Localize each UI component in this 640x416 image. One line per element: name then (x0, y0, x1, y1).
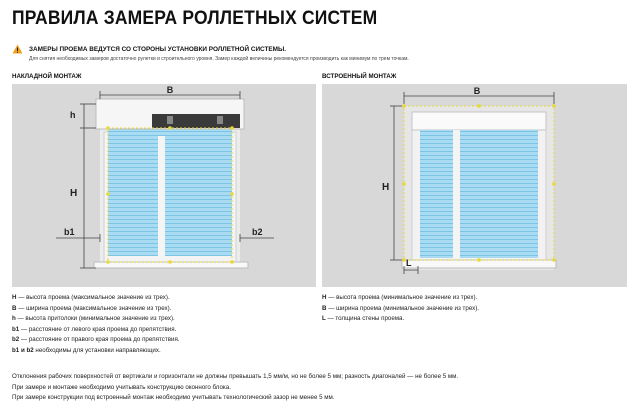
dim-b1-label: b1 (64, 227, 75, 237)
dim-b-label: B (166, 85, 174, 95)
overlay-mount-illustration (12, 84, 316, 287)
dim-l-label: L (406, 258, 412, 268)
dim-h-small-label: h (70, 110, 76, 120)
note-line: При замере конструкции под встроенный монтаж необходимо учитывать технологический зазор не менее 5 мм. (12, 394, 335, 402)
legend-item: h — высота притолоки (минимальное значение из трех). (12, 315, 175, 323)
page-title: ПРАВИЛА ЗАМЕРА РОЛЛЕТНЫХ СИСТЕМ (12, 8, 378, 29)
warning-triangle-icon (12, 44, 23, 54)
legend-item: B — ширина проема (максимальное значение из трех). (12, 304, 172, 312)
roller-curtain (420, 130, 538, 258)
legend-item: H — высота проема (минимальное значение из трех). (322, 294, 478, 301)
warning-title: ЗАМЕРЫ ПРОЕМА ВЕДУТСЯ СО СТОРОНЫ УСТАНОВКИ РОЛЛЕТНОЙ СИСТЕМЫ. (29, 45, 287, 53)
section-label-overlay: НАКЛАДНОЙ МОНТАЖ (12, 73, 82, 80)
warning-row (12, 44, 286, 54)
built-in-mount-illustration (322, 84, 627, 287)
overlay-legend (12, 293, 180, 357)
note-line: При замере и монтаже необходимо учитывать конструкцию оконного блока. (12, 383, 231, 391)
legend-item: b1 — расстояние от левого края проема до препятствия. (12, 325, 177, 333)
dim-b2-label: b2 (252, 227, 263, 237)
section-label-built-in: ВСТРОЕННЫЙ МОНТАЖ (322, 73, 397, 80)
legend-item: H — высота проема (максимальное значение из трех). (12, 294, 170, 301)
legend-item: B — ширина проема (минимальное значение из трех). (322, 304, 479, 312)
notes (12, 372, 458, 404)
roller-curtain (108, 128, 232, 256)
dim-b-label: B (473, 86, 481, 96)
legend-item: b1 и b2 необходимы для установки направляющих. (12, 346, 161, 354)
note-line: Отклонения рабочих поверхностей от вертикали и горизонтали не должны превышать 1,5 мм/м, но не более 5 мм; разность диагоналей — не более 5 мм. (12, 373, 459, 380)
roller-box (412, 112, 546, 130)
built-in-legend (322, 293, 479, 325)
legend-item: b2 — расстояние от правого края проема до препятствия. (12, 336, 180, 344)
legend-item: L — толщина стены проема. (322, 315, 405, 323)
warning-subtitle: Для снятия необходимых замеров достаточно рулетки и строительного уровня. Замер каждой величины рекомендуется производить как минимум по трем точкам. (29, 56, 409, 62)
dim-h-label: H (70, 188, 78, 199)
dim-h-label: H (382, 182, 390, 193)
